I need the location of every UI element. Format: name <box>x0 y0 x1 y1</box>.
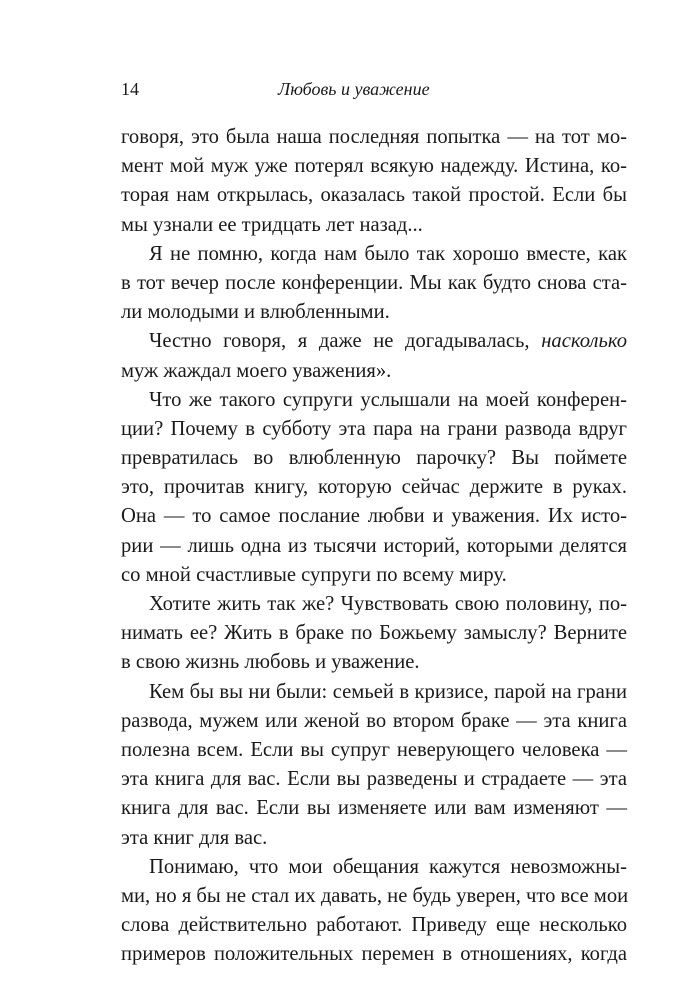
text-line: торая нам открылась, оказалась такой простой. Если бы <box>121 184 627 207</box>
running-title: Любовь и уважение <box>278 79 430 99</box>
text-line: мент мой муж уже потерял всякую надежду. Истина, ко- <box>121 155 627 178</box>
text-line: развода, мужем или женой во втором браке — эта книга <box>121 709 627 732</box>
text-line: нимать ее? Жить в браке по Божьему замыслу? Верните <box>121 622 627 645</box>
text-line: в тот вечер после конференции. Мы как будто снова ста- <box>121 271 627 294</box>
emphasized-word: насколько <box>541 330 627 353</box>
text-line: со мной счастливые супруги по всему миру. <box>121 563 507 586</box>
text-line: ции? Почему в субботу эта пара на грани развода вдруг <box>121 417 627 440</box>
text-line: слова действительно работают. Приведу еще несколько <box>121 914 627 937</box>
text-line: полезна всем. Если вы супруг неверующего человека — <box>121 738 627 761</box>
running-head <box>121 76 627 102</box>
page-number: 14 <box>121 79 139 99</box>
text-line: Кем бы вы ни были: семьей в кризисе, парой на грани <box>149 680 627 703</box>
text-line: книга для вас. Если вы изменяете или вам изменяют — <box>121 797 627 820</box>
text-line <box>121 327 627 356</box>
text-line: ли молодыми и влюбленными. <box>121 301 390 324</box>
text-line: в свою жизнь любовь и уважение. <box>121 651 420 674</box>
text-line: ми, но я бы не стал их давать, не будь уверен, что все мои <box>121 884 629 907</box>
text-line: эта книга для вас. Если вы разведены и страдаете — эта <box>121 768 627 791</box>
text-line: говоря, это была наша последняя попытка — на тот мо- <box>121 126 627 148</box>
text-line: превратилась во влюбленную парочку? Вы поймете <box>121 447 627 470</box>
text-line: это, прочитав книгу, которую сейчас держите в руках. <box>121 476 627 499</box>
text-line: мы узнали ее тридцать лет назад... <box>121 213 423 236</box>
text-line: Хотите жить так же? Чувствовать свою половину, по- <box>149 593 627 615</box>
text-line: Она — то самое послание любви и уважения. Их исто- <box>121 505 627 528</box>
body-text <box>121 123 627 969</box>
text-line: рии — лишь одна из тысячи историй, которыми делятся <box>121 534 627 557</box>
text-line: Что же такого супруги услышали на моей конферен- <box>149 388 627 411</box>
text-line: муж жаждал моего уважения». <box>121 359 392 382</box>
text-line-part: Честно говоря, я даже не догадывалась, <box>149 330 530 353</box>
text-line: эта книг для вас. <box>121 826 268 849</box>
text-line: примеров положительных перемен в отношениях, когда <box>121 943 627 966</box>
text-line: Понимаю, что мои обещания кажутся невозможны- <box>149 855 627 878</box>
text-line: Я не помню, когда нам было так хорошо вместе, как <box>149 242 627 265</box>
